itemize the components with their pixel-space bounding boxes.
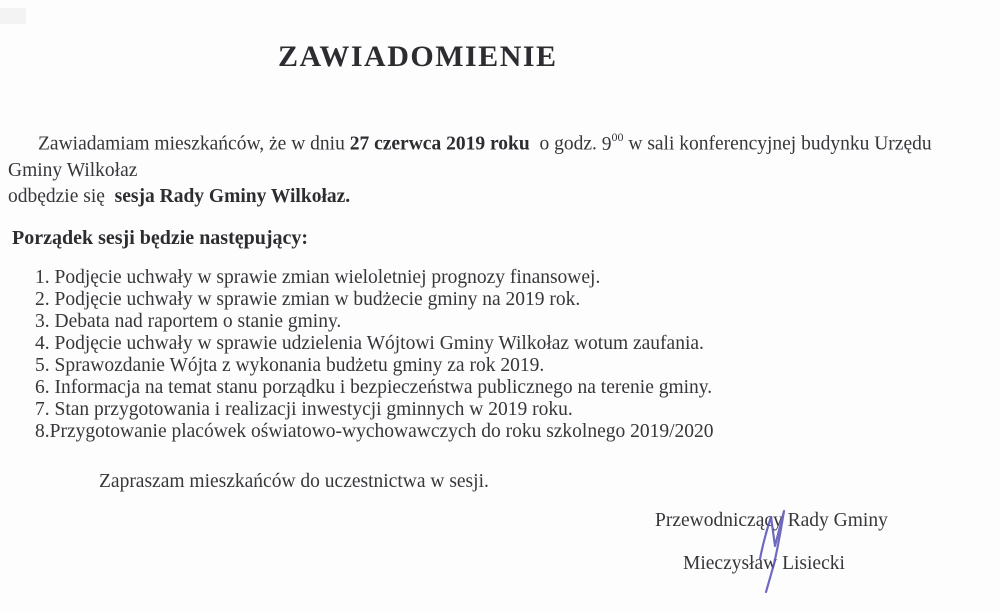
document-title: ZAWIADOMIENIE [278,40,558,73]
signatory-name: Mieczysław Lisiecki [683,553,845,574]
signatory-role: Przewodniczący Rady Gminy [655,510,888,531]
closing-invitation: Zapraszam mieszkańców do uczestnictwa w sesji. [99,470,489,492]
session-name: sesja Rady Gminy Wilkołaz. [114,185,351,207]
agenda-item-6: 6. Informacja na temat stanu porządku i bezpieczeństwa publicznego na terenie gminy. [35,376,713,398]
scan-artifact [0,8,26,24]
agenda-item-1: 1. Podjęcie uchwały w sprawie zmian wieloletniej prognozy finansowej. [35,266,601,288]
agenda-item-7: 7. Stan przygotowania i realizacji inwestycji gminnych w 2019 roku. [35,398,573,420]
agenda-list [35,267,970,443]
session-date: 27 czerwca 2019 roku [349,133,530,155]
intro-continuation: odbędzie się [8,185,115,207]
session-time [601,130,624,155]
agenda-item-2: 2. Podjęcie uchwały w sprawie zmian w budżecie gminy na 2019 rok. [35,288,581,310]
agenda-heading: Porządek sesji będzie następujący: [12,226,309,249]
intro-venue: w sali konferencyjnej budynku Urzędu Gminy Wilkołaz [8,133,937,181]
session-hour: 9 [601,133,612,155]
agenda-item-4: 4. Podjęcie uchwały w sprawie udzielenia Wójtowi Gminy Wilkołaz wotum zaufania. [35,332,704,354]
intro-paragraph [8,125,970,210]
agenda-item-3: 3. Debata nad raportem o stanie gminy. [35,310,342,332]
title-row [8,0,970,74]
intro-lead: Zawiadamiam mieszkańców, że w dniu [38,133,350,155]
session-minutes-superscript: 00 [611,130,624,144]
agenda-item-8: 8.Przygotowanie placówek oświatowo-wychowawczych do roku szkolnego 2019/2020 [35,420,714,442]
signature-block [655,510,888,575]
intro-time-prefix: o godz. [529,133,602,155]
agenda-item-5: 5. Sprawozdanie Wójta z wykonania budżetu gminy za rok 2019. [35,354,545,376]
